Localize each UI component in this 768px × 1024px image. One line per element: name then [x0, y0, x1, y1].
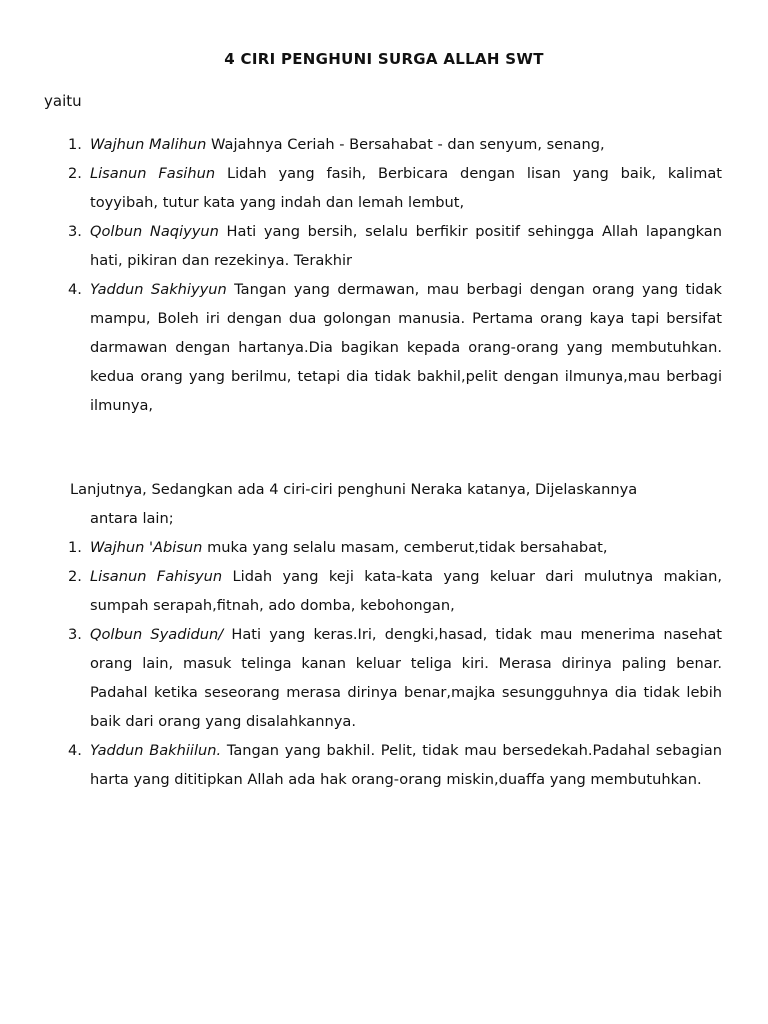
hell-traits-list	[68, 533, 722, 794]
item-number: 1.	[68, 136, 82, 153]
item-number: 3.	[68, 626, 82, 643]
item-number: 2.	[68, 165, 82, 182]
item-number: 1.	[68, 539, 82, 556]
item-term: Qolbun Syadidun/	[90, 626, 224, 643]
list-item	[68, 217, 722, 275]
item-text: Lidah yang fasih, Berbicara dengan lisan yang baik, kalimat toyyibah, tutur kata yang indah dan lemah lembut,	[90, 165, 722, 211]
list-item	[68, 620, 722, 736]
item-term: Wajhun Malihun	[90, 136, 207, 153]
item-term: Yaddun Bakhiilun.	[90, 742, 222, 759]
item-text: Hati yang keras.Iri, dengki,hasad, tidak mau menerima nasehat orang lain, masuk telinga kanan keluar teliga kiri. Merasa dirinya paling benar. Padahal ketika seseorang merasa dirinya benar,majka sesungguhnya dia tidak lebih baik dari orang yang disalahkannya.	[90, 626, 723, 730]
intro-text: yaitu	[44, 92, 82, 110]
document-title: 4 CIRI PENGHUNI SURGA ALLAH SWT	[224, 50, 544, 68]
heaven-traits-list	[68, 130, 722, 420]
list-item	[68, 533, 722, 562]
item-number: 4.	[68, 742, 82, 759]
item-text: Tangan yang dermawan, mau berbagi dengan orang yang tidak mampu, Boleh iri dengan dua golongan manusia. Pertama orang kaya tapi bersifat darmawan dengan hartanya.Dia bagikan kepada orang-orang yang membutuhkan. kedua orang yang berilmu, tetapi dia tidak bakhil,pelit dengan ilmunya,mau berbagi ilmunya,	[90, 281, 722, 414]
hell-intro-line: Lanjutnya, Sedangkan ada 4 ciri-ciri penghuni Neraka katanya, Dijelaskannya	[70, 481, 638, 498]
item-term: Lisanun Fasihun	[90, 165, 216, 182]
item-text: Wajahnya Ceriah - Bersahabat - dan senyum, senang,	[206, 136, 605, 153]
hell-intro-paragraph	[70, 475, 722, 533]
list-item	[68, 275, 722, 420]
item-text: Hati yang bersih, selalu berfikir positif sehingga Allah lapangkan hati, pikiran dan rezekinya. Terakhir	[90, 223, 722, 269]
item-text: Lidah yang keji kata-kata yang keluar dari mulutnya makian, sumpah serapah,fitnah, ado domba, kebohongan,	[90, 568, 723, 614]
item-number: 2.	[68, 568, 82, 585]
item-term: Yaddun Sakhiyyun	[90, 281, 227, 298]
list-item	[68, 736, 722, 794]
item-term: Lisanun Fahisyun	[90, 568, 223, 585]
item-text: Tangan yang bakhil. Pelit, tidak mau bersedekah.Padahal sebagian harta yang dititipkan Allah ada hak orang-orang miskin,duaffa yang membutuhkan.	[90, 742, 723, 788]
list-item	[68, 130, 722, 159]
item-term: Wajhun 'Abisun	[90, 539, 203, 556]
list-item	[68, 159, 722, 217]
item-number: 3.	[68, 223, 82, 240]
item-text: muka yang selalu masam, cemberut,tidak bersahabat,	[202, 539, 608, 556]
item-number: 4.	[68, 281, 82, 298]
item-term: Qolbun Naqiyyun	[90, 223, 219, 240]
hell-intro-continuation: antara lain;	[90, 510, 174, 527]
list-item	[68, 562, 722, 620]
